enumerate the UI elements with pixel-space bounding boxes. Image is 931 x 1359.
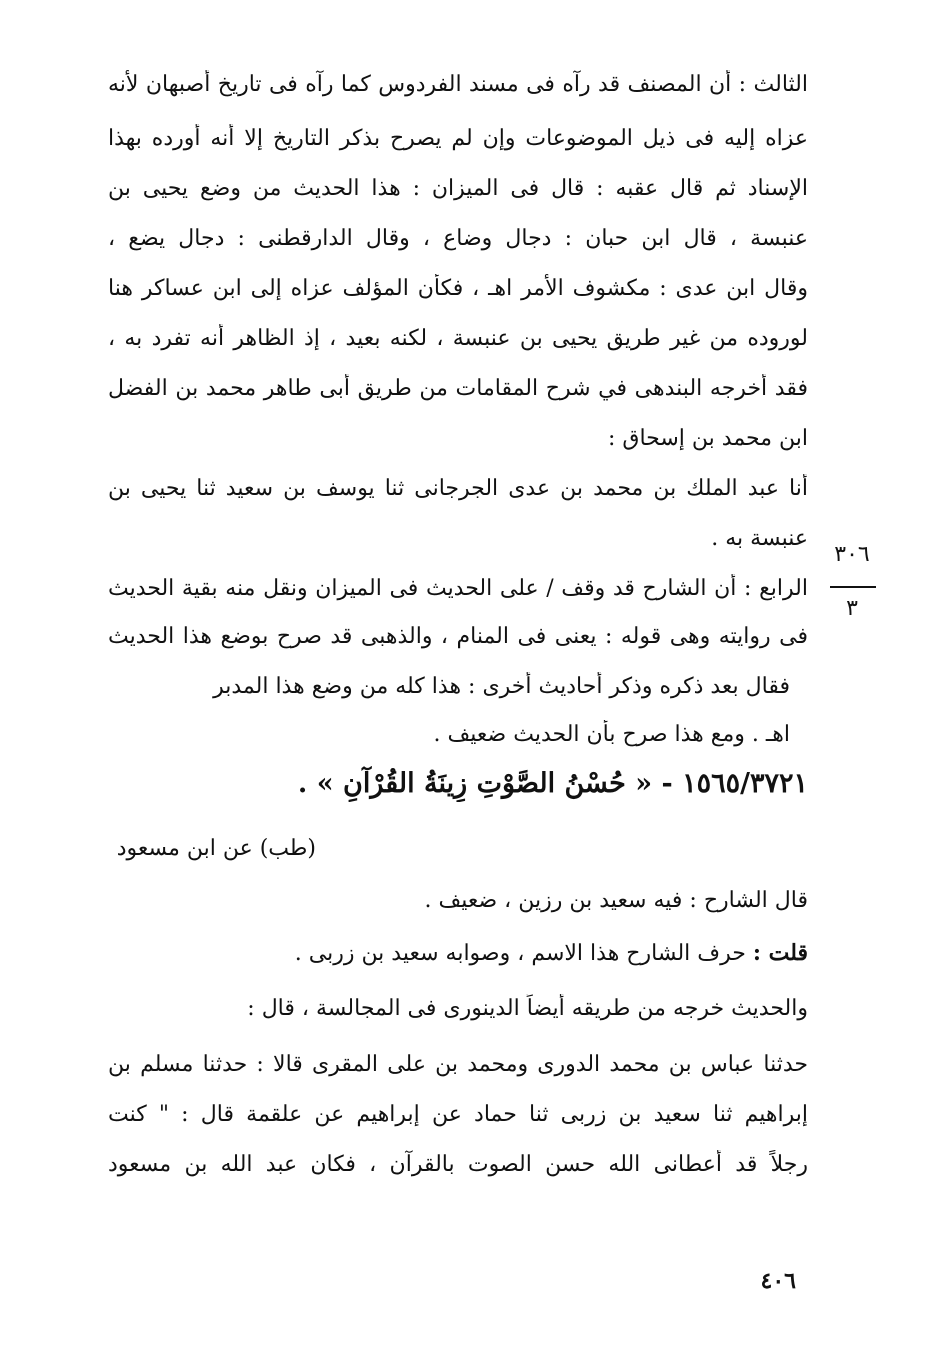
isnad-1-line-1: أنا عبد الملك بن محمد بن عدى الجرجانى ثنا يوسف بن سعيد ثنا يحيى بن <box>108 476 808 501</box>
qultu-label: قلت : <box>752 940 808 966</box>
qultu-line <box>108 938 808 969</box>
paragraph-third-line-2: عزاه إليه فى ذيل الموضوعات وإن لم يصرح بذكر التاريخ إلا أنه أورده بهذا <box>108 126 808 151</box>
margin-folio-bottom: ٣ <box>846 596 858 621</box>
isnad-2-line-2: إبراهيم ثنا سعيد بن زربى ثنا حماد عن إبراهيم عن علقمة قال : " كنت <box>108 1102 808 1127</box>
paragraph-third-line-6: لوروده من غير طريق يحيى بن عنبسة ، لكنه بعيد ، إذ الظاهر أنه تفرد به ، <box>108 326 808 351</box>
isnad-1-line-2: عنبسة به . <box>711 526 808 551</box>
paragraph-fourth-line-2: فى روايته وهى قوله : يعنى فى المنام ، والذهبى قد صرح بوضع هذا الحديث <box>108 624 808 649</box>
paragraph-fourth-line-1: الرابع : أن الشارح قد وقف / على الحديث فى الميزان ونقل منه بقية الحديث <box>108 576 808 601</box>
margin-folio-top: ٣٠٦ <box>834 542 870 567</box>
isnad-2-line-1: حدثنا عباس بن محمد الدورى ومحمد بن على المقرى قالا : حدثنا مسلم بن <box>108 1052 808 1077</box>
qultu-text: حرف الشارح هذا الاسم ، وصوابه سعيد بن زربى . <box>294 941 746 966</box>
sharih-line: قال الشارح : فيه سعيد بن رزين ، ضعيف . <box>424 888 808 913</box>
paragraph-fourth-line-3: فقال بعد ذكره وذكر أحاديث أخرى : هذا كله من وضع هذا المدبر <box>213 674 790 699</box>
isnad-2-line-3: رجلاً قد أعطانى الله حسن الصوت بالقرآن ، فكان عبد الله بن مسعود <box>108 1152 808 1177</box>
paragraph-third-line-1: الثالث : أن المصنف قد رآه فى مسند الفردوس كما رآه فى تاريخ أصبهان لأنه <box>108 72 808 97</box>
paragraph-third-line-3: الإسناد ثم قال عقبه : قال فى الميزان : هذا الحديث من وضع يحيى بن <box>108 176 808 201</box>
hadith-source: (طب) عن ابن مسعود <box>116 836 316 861</box>
page-number: ٤٠٦ <box>760 1268 796 1294</box>
paragraph-third-line-5: وقال ابن عدى : مكشوف الأمر اهـ ، فكأن المؤلف عزاه إلى ابن عساكر هنا <box>108 276 808 301</box>
hadith-heading: ١٥٦٥/٣٧٢١ - « حُسْنُ الصَّوْتِ زِينَةُ القُرْآنِ » . <box>297 768 808 799</box>
paragraph-third-line-8: ابن محمد بن إسحاق : <box>607 426 808 451</box>
paragraph-fourth-line-4: اهـ . ومع هذا صرح بأن الحديث ضعيف . <box>433 722 790 747</box>
paragraph-third-line-7: فقد أخرجه البندهى في شرح المقامات من طريق أبى طاهر محمد بن الفضل <box>108 376 808 401</box>
paragraph-third-line-4: عنبسة ، قال ابن حبان : دجال وضاع ، وقال الدارقطنى : دجال يضع ، <box>108 226 808 251</box>
dinawari-line: والحديث خرجه من طريقه أيضاً الدينورى فى المجالسة ، قال : <box>247 996 808 1021</box>
margin-folio-rule <box>830 586 876 588</box>
